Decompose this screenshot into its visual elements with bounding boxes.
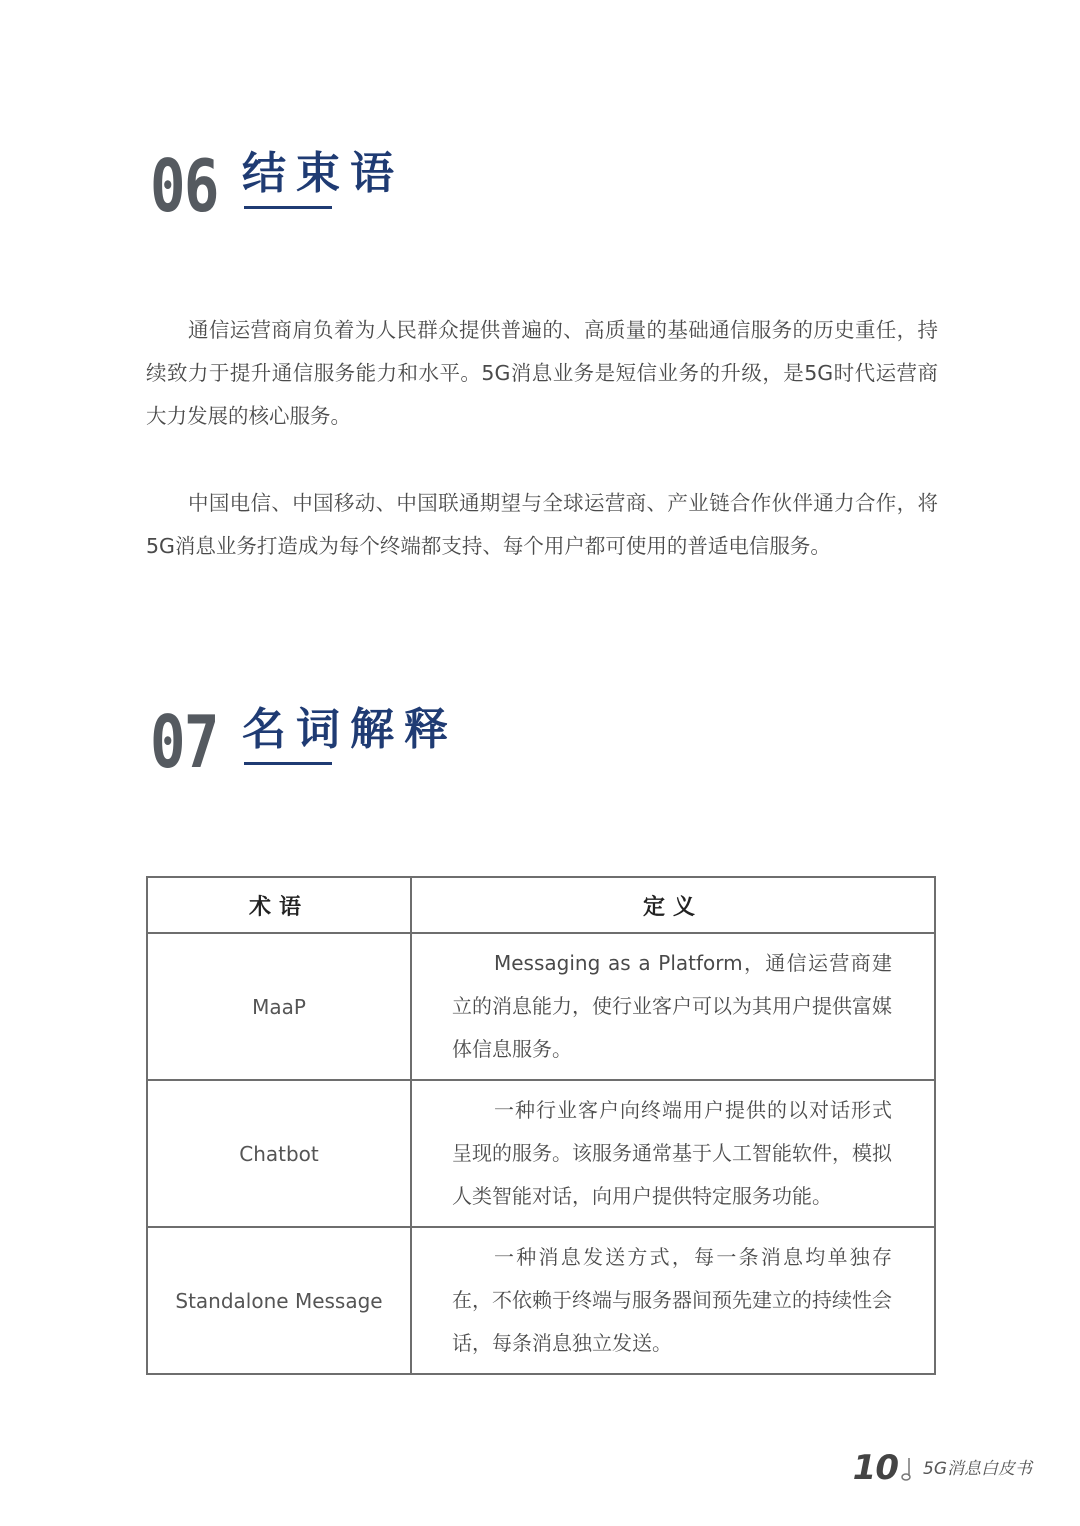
header-definition: 定义 (411, 877, 935, 933)
definition-cell: 一种行业客户向终端用户提供的以对话形式呈现的服务。该服务通常基于人工智能软件，模拟人类智能对话，向用户提供特定服务功能。 (411, 1080, 935, 1227)
document-title: 5G消息白皮书 (923, 1459, 1032, 1479)
glossary-table (146, 876, 936, 1375)
definition-cell: Messaging as a Platform，通信运营商建立的消息能力，使行业客户可以为其用户提供富媒体信息服务。 (411, 933, 935, 1080)
page-footer (812, 1446, 1032, 1490)
table-row (147, 933, 935, 1080)
term-cell: Chatbot (147, 1080, 411, 1227)
paragraph: 中国电信、中国移动、中国联通期望与全球运营商、产业链合作伙伴通力合作，将5G消息业务打造成为每个终端都支持、每个用户都可使用的普适电信服务。 (146, 491, 938, 558)
music-note-icon (900, 1456, 914, 1482)
title-underline (244, 206, 332, 209)
section-number: 06 (150, 144, 218, 228)
header-term: 术语 (147, 877, 411, 933)
term-cell: Standalone Message (147, 1227, 411, 1374)
section-title: 结束语 (242, 148, 404, 199)
section-number: 07 (150, 700, 218, 784)
table-header-row (147, 877, 935, 933)
paragraph: 通信运营商肩负着为人民群众提供普遍的、高质量的基础通信服务的历史重任，持续致力于提升通信服务能力和水平。5G消息业务是短信业务的升级，是5G时代运营商大力发展的核心服务。 (146, 318, 938, 428)
table-row (147, 1080, 935, 1227)
term-cell: MaaP (147, 933, 411, 1080)
table-row (147, 1227, 935, 1374)
definition-cell: 一种消息发送方式，每一条消息均单独存在，不依赖于终端与服务器间预先建立的持续性会话，每条消息独立发送。 (411, 1227, 935, 1374)
page-number: 10 (852, 1448, 898, 1488)
section-title: 名词解释 (242, 704, 458, 755)
title-underline (244, 762, 332, 765)
